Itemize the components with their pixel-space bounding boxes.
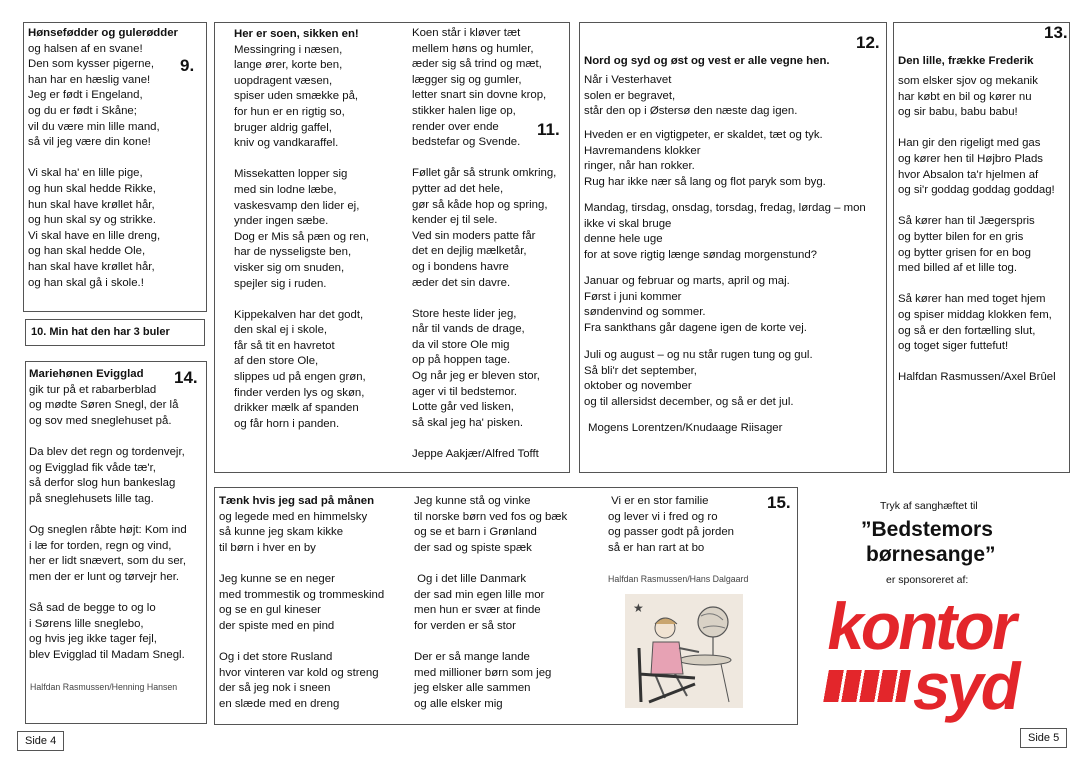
lyric-line: der spiste med en pind: [219, 619, 335, 632]
lyric-line: Fra sankthans går dagene igen de korte vej.: [584, 321, 807, 334]
logo-word-kontor: kontor: [821, 589, 1022, 663]
lyric-line: så vil jeg være din kone!: [28, 136, 151, 149]
song-11-box: [214, 22, 570, 473]
book-title-line2: børnesange”: [866, 543, 996, 566]
lyric-line: og spiser middag klokken fem,: [898, 308, 1052, 321]
lyric-line: den skal ej i skole,: [234, 324, 328, 337]
stanza-gap: [898, 277, 1056, 293]
lyric-line: i Sørens lille sneglebo,: [29, 617, 144, 630]
lyric-line: for verden er så stor: [414, 619, 516, 632]
lyric-line: blev Evigglad til Madam Snegl.: [29, 648, 185, 661]
lyric-line: Den som kysser pigerne,: [28, 58, 154, 71]
lyric-line: der sad og spiste spæk: [414, 541, 532, 554]
song-9-text: [28, 26, 178, 291]
lyric-line: æder sig så trind og mæt,: [412, 58, 542, 71]
lyric-line: Store heste lider jeg,: [412, 307, 517, 320]
song-12-stanza: [584, 128, 826, 190]
lyric-line: Havremandens klokker: [584, 144, 701, 157]
lyric-line: Vi skal ha' en lille pige,: [28, 167, 143, 180]
song-12-number: 12.: [856, 33, 880, 52]
song-13-number: 13.: [1044, 23, 1068, 42]
lyric-line: Der er så mange lande: [414, 650, 530, 663]
lyric-line: slippes ud på engen grøn,: [234, 371, 366, 384]
lyric-line: kender ej til sele.: [412, 214, 498, 227]
song-12-stanza: [584, 274, 807, 336]
lyric-line: æder det sin davre.: [412, 276, 511, 289]
song-12-title: Nord og syd og øst og vest er alle vegne hen.: [584, 55, 830, 67]
girl-with-globe-illustration: [625, 594, 743, 708]
lyric-line: lægger sig og gumler,: [412, 73, 522, 86]
lyric-line: så er han rart at bo: [608, 541, 705, 554]
lyric-line: pytter ad det hele,: [412, 182, 504, 195]
lyric-line: bruger aldrig gaffel,: [234, 121, 332, 134]
lyric-line: og se en gul kineser: [219, 604, 321, 617]
lyric-line: spiser uden smække på,: [234, 90, 359, 103]
lyric-line: jeg elsker alle sammen: [414, 682, 531, 695]
lyric-line: med billed af et lille tog.: [898, 262, 1018, 275]
lyric-line: søndenvind og sommer.: [584, 306, 706, 319]
book-title-line1: ”Bedstemors: [861, 518, 993, 541]
logo-word-syd: syd: [907, 649, 1026, 723]
lyric-line: Halfdan Rasmussen/Axel Brûel: [898, 371, 1056, 384]
song-12-box: [579, 22, 887, 473]
lyric-line: Så kører han med toget hjem: [898, 293, 1046, 306]
lyric-line: Jeg kunne se en neger: [219, 572, 335, 585]
lyric-line: og bytter grisen for en bog: [898, 246, 1031, 259]
song-12-stanza: [584, 201, 866, 263]
lyric-line: spejler sig i ruden.: [234, 277, 327, 290]
lyric-line: uopdragent væsen,: [234, 74, 333, 87]
stanza-gap: [412, 291, 556, 307]
stanza-gap: [219, 556, 384, 572]
logo-stripes-icon: [823, 670, 911, 702]
lyric-line: men hun er svær at finde: [414, 604, 541, 617]
lyric-line: på sneglehusets lille tag.: [29, 492, 154, 505]
lyric-line: og si'r goddag goddag goddag!: [898, 184, 1055, 197]
lyric-line: Føllet går så strunk omkring,: [412, 167, 557, 180]
lyric-line: har købt en bil og kører nu: [898, 90, 1032, 103]
lyric-line: og legede med en himmelsky: [219, 510, 368, 523]
stanza-gap: [29, 429, 187, 445]
lyric-line: for hun er en rigtig so,: [234, 105, 345, 118]
lyric-line: og du er født i Skåne;: [28, 104, 137, 117]
lyric-line: så kunne jeg skam kikke: [219, 526, 344, 539]
lyric-line: gik tur på et rabarberblad: [29, 383, 157, 396]
stanza-gap: [898, 355, 1056, 371]
song-14-number: 14.: [174, 368, 198, 387]
lyric-line: så skal jeg ha' pisken.: [412, 416, 524, 429]
lyric-line: har de nysseligste ben,: [234, 246, 352, 259]
lyric-line: og så er den fortælling slut,: [898, 324, 1036, 337]
lyric-line: Lotte går ved lisken,: [412, 401, 514, 414]
lyric-line: Vi skal have en lille dreng,: [28, 229, 161, 242]
lyric-line: ynder ingen sæbe.: [234, 215, 329, 228]
lyric-line: stikker halen lige op,: [412, 104, 516, 117]
lyric-line: der så jeg nok i sneen: [219, 682, 331, 695]
lyric-line: Jeg er født i Engeland,: [28, 89, 143, 102]
lyric-line: han har en hæslig vane!: [28, 73, 151, 86]
lyric-line: en slæde med en dreng: [219, 697, 340, 710]
lyric-line: så derfor slog hun bankeslag: [29, 477, 176, 490]
lyric-line: og han skal gå i skole.!: [28, 276, 144, 289]
lyric-line: og til allersidst december, og så er det jul.: [584, 395, 794, 408]
lyric-line: Og i det lille Danmark: [414, 572, 527, 585]
lyric-line: og hvis jeg ikke tager fejl,: [29, 633, 157, 646]
lyric-line: og mødte Søren Snegl, der lå: [29, 399, 179, 412]
stanza-gap: [898, 199, 1056, 215]
lyric-line: Koen står i kløver tæt: [412, 27, 521, 39]
lyric-line: visker sig om snuden,: [234, 261, 345, 274]
song-13-box: [893, 22, 1070, 473]
lyric-line: denne hele uge: [584, 233, 663, 246]
lyric-line: i læ for torden, regn og vind,: [29, 539, 172, 552]
lyric-line: Og i det store Rusland: [219, 650, 333, 663]
lyric-line: og se et barn i Grønland: [414, 526, 537, 539]
lyric-line: lange ører, korte ben,: [234, 59, 343, 72]
lyric-line: Da blev det regn og tordenvejr,: [29, 445, 185, 458]
lyric-line: står den op i Østersø den næste dag igen.: [584, 105, 798, 118]
lyric-line: med sin lodne læbe,: [234, 183, 337, 196]
lyric-line: her er lidt snævert, som du ser,: [29, 555, 186, 568]
song-12-stanza: [584, 348, 813, 410]
lyric-line: kniv og vandkaraffel.: [234, 137, 339, 150]
stanza-gap: [28, 151, 178, 167]
lyric-line: hvor vinteren var kold og streng: [219, 666, 379, 679]
stanza-gap: [29, 507, 187, 523]
song-9-number: 9.: [180, 56, 195, 75]
lyric-line: og Evigglad fik våde tæ'r,: [29, 461, 156, 474]
lyric-line: Og når jeg er bleven stor,: [412, 370, 540, 383]
song-9-box: [23, 22, 207, 312]
lyric-line: vaskesvamp den lider ej,: [234, 199, 360, 212]
lyric-line: af den store Ole,: [234, 355, 319, 368]
lyric-line: og sov med sneglehuset på.: [29, 414, 172, 427]
lyric-line: oktober og november: [584, 380, 692, 393]
kontor-syd-logo: [821, 589, 1042, 724]
lyric-line: og sir babu, babu babu!: [898, 106, 1018, 119]
song-12-stanza: [584, 73, 797, 120]
lyric-line: ager vi til bedstemor.: [412, 385, 518, 398]
lyric-line: og får horn i panden.: [234, 417, 340, 430]
song-14-title: Mariehønen Evigglad: [29, 368, 144, 380]
lyric-line: solen er begravet,: [584, 89, 676, 102]
lyric-line: hun skal have krøllet hår,: [28, 198, 155, 211]
lyric-line: mellem høns og humler,: [412, 42, 534, 55]
lyric-line: Først i juni kommer: [584, 290, 682, 303]
song-10-box: [25, 319, 205, 346]
lyric-line: Så sad de begge to og lo: [29, 601, 156, 614]
lyric-line: Jeg kunne stå og vinke: [414, 495, 531, 507]
song-15-box: [214, 487, 798, 725]
lyric-line: Vi er en stor familie: [608, 495, 709, 507]
lyric-line: og lever vi i fred og ro: [608, 510, 718, 523]
lyric-line: og han skal hedde Ole,: [28, 245, 146, 258]
lyric-line: finder verden lys og skøn,: [234, 386, 365, 399]
song-13-title: Den lille, frække Frederik: [898, 55, 1034, 67]
song-10-title: 10. Min hat den har 3 buler: [31, 326, 170, 338]
lyric-line: Kippekalven har det godt,: [234, 308, 364, 321]
lyric-line: som elsker sjov og mekanik: [898, 75, 1038, 87]
song-11-title: Her er soen, sikken en!: [234, 28, 359, 40]
lyric-line: med millioner børn som jeg: [414, 666, 552, 679]
stanza-gap: [414, 634, 567, 650]
lyric-line: Messingring i næsen,: [234, 43, 343, 56]
lyric-line: til børn i hver en by: [219, 541, 316, 554]
stanza-gap: [898, 121, 1056, 137]
lyric-line: Han gir den rigeligt med gas: [898, 137, 1041, 150]
lyric-line: ringer, når han rokker.: [584, 160, 695, 173]
lyric-line: til norske børn ved fos og bæk: [414, 510, 568, 523]
lyric-line: vil du være min lille mand,: [28, 120, 160, 133]
lyric-line: og hun skal sy og strikke.: [28, 214, 156, 227]
lyric-line: Januar og februar og marts, april og maj.: [584, 275, 790, 287]
lyric-line: op på hoppen tage.: [412, 354, 511, 367]
stanza-gap: [412, 151, 556, 167]
lyric-line: Ved sin moders patte får: [412, 229, 536, 242]
lyric-line: Så bli'r det september,: [584, 364, 697, 377]
lyric-line: der sad min egen lille mor: [414, 588, 545, 601]
lyric-line: gør så kåde hop og spring,: [412, 198, 548, 211]
lyric-line: Dog er Mis så pæn og ren,: [234, 230, 369, 243]
lyric-line: Jeppe Aakjær/Alfred Tofft: [412, 448, 539, 461]
song-13-text: [898, 74, 1056, 386]
lyric-line: og passer godt på jorden: [608, 526, 735, 539]
stanza-gap: [234, 152, 369, 168]
sponsor-outro: er sponsoreret af:: [886, 574, 969, 586]
song-9-title: Hønsefødder og gulerødder: [28, 27, 178, 39]
lyric-line: hvor Absalon ta'r hjelmen af: [898, 168, 1039, 181]
lyric-line: får så tit en havretot: [234, 339, 335, 352]
lyric-line: da vil store Ole mig: [412, 338, 510, 351]
stanza-gap: [412, 431, 556, 447]
stanza-gap: [219, 634, 384, 650]
lyric-line: Missekatten lopper sig: [234, 168, 348, 181]
lyric-line: og halsen af en svane!: [28, 42, 143, 55]
lyric-line: med trommestik og trommeskind: [219, 588, 385, 601]
song-11-col2: [412, 26, 556, 463]
lyric-line: og kører hen til Højbro Plads: [898, 152, 1043, 165]
lyric-line: og alle elsker mig: [414, 697, 503, 710]
song-14-credit: Halfdan Rasmussen/Henning Hansen: [30, 682, 178, 692]
lyric-line: Når i Vesterhavet: [584, 74, 672, 86]
song-14-box: [25, 361, 207, 724]
lyric-line: Rug har ikke nær så lang og flot paryk som byg.: [584, 175, 826, 188]
svg-text:★: ★: [633, 601, 644, 615]
page-number-right: Side 5: [1020, 728, 1067, 748]
stanza-gap: [29, 585, 187, 601]
lyric-line: men der er lunt og tørvejr her.: [29, 570, 180, 583]
song-12-credit: [588, 421, 782, 437]
song-15-credit: Halfdan Rasmussen/Hans Dalgaard: [608, 574, 749, 584]
lyric-line: og bytter bilen for en gris: [898, 230, 1024, 243]
lyric-line: og toget siger futtefut!: [898, 340, 1009, 353]
lyric-line: og i bondens havre: [412, 260, 509, 273]
song-11-number: 11.: [537, 120, 560, 139]
lyric-line: det en dejlig mælketår,: [412, 245, 527, 258]
lyric-line: letter snart sin dovne krop,: [412, 89, 547, 102]
lyric-line: bedstefar og Svende.: [412, 136, 521, 149]
page-number-left: Side 4: [17, 731, 64, 751]
lyric-line: og hun skal hedde Rikke,: [28, 182, 156, 195]
lyric-line: Mogens Lorentzen/Knudaage Riisager: [588, 422, 783, 434]
lyric-line: for at sove rigtig længe søndag morgenstund?: [584, 248, 818, 261]
lyric-line: drikker mælk af spanden: [234, 402, 359, 415]
stanza-gap: [234, 292, 369, 308]
lyric-line: ikke vi skal bruge: [584, 217, 672, 230]
sponsor-intro: Tryk af sanghæftet til: [880, 500, 978, 512]
lyric-line: Så kører han til Jægerspris: [898, 215, 1035, 228]
song-15-number: 15.: [767, 493, 791, 512]
song-15-title: Tænk hvis jeg sad på månen: [219, 495, 375, 507]
lyric-line: render over ende: [412, 120, 499, 133]
lyric-line: Juli og august – og nu står rugen tung og gul.: [584, 349, 813, 361]
lyric-line: han skal have krøllet hår,: [28, 260, 155, 273]
lyric-line: når til vands de drage,: [412, 323, 525, 336]
lyric-line: Mandag, tirsdag, onsdag, torsdag, fredag, lørdag – mon: [584, 202, 866, 214]
lyric-line: Hveden er en vigtigpeter, er skaldet, tæt og tyk.: [584, 129, 823, 141]
stanza-gap: [414, 556, 567, 572]
lyric-line: Og sneglen råbte højt: Kom ind: [29, 523, 187, 536]
